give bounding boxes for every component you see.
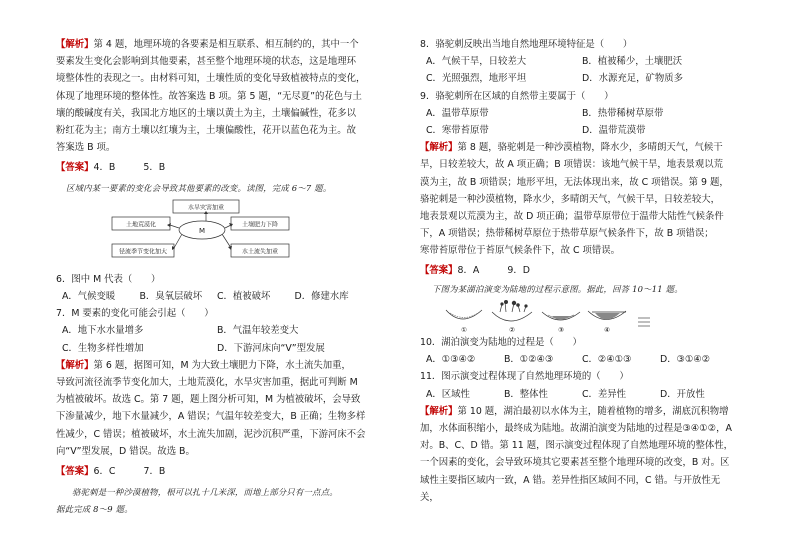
panel-label-3: ③ — [558, 326, 564, 335]
option-b[interactable]: B．整体性 — [504, 388, 548, 400]
diagram-label-right-top: 土壤肥力下降 — [241, 221, 279, 229]
option-c[interactable]: C．②④①③ — [582, 354, 632, 366]
answer-q4-5: 【答案】4．B 5．B — [56, 162, 166, 174]
option-c[interactable]: C．生物多样性增加 — [62, 342, 144, 354]
intro-q10-11: 下图为某湖泊演变为陆地的过程示意图。据此，回答 10～11 题。 — [432, 283, 683, 294]
question-10 — [420, 334, 738, 368]
analysis-line: 寒带苔原带位于苔原气候条件下，故 C 项错误。 — [420, 245, 621, 257]
question-stem: 9．骆驼刺所在区域的自然带主要属于（ ） — [420, 90, 614, 102]
question-options — [420, 386, 738, 403]
question-stem: 8．骆驼刺反映出当地自然地理环境特征是（ ） — [420, 39, 633, 50]
analysis-q8-9 — [420, 139, 738, 259]
panel-label-4: ④ — [604, 326, 610, 335]
option-d[interactable]: D．温带荒漠带 — [582, 125, 646, 137]
analysis-line: 骆驼刺是一种沙漠植物，降水少，多晴朗天气，气候干旱，日较差较大， — [420, 193, 721, 205]
option-d[interactable]: D．③①④② — [660, 354, 711, 366]
answer-q8-9: 【答案】8．A 9．D — [420, 264, 530, 276]
intro-q6-7: 区域内某一要素的变化会导致其他要素的改变。读图，完成 6～7 题。 — [66, 182, 332, 193]
option-b[interactable]: B．①②④③ — [504, 354, 554, 366]
question-9 — [420, 88, 738, 140]
question-options — [420, 122, 738, 139]
lake-basin-1 — [446, 310, 482, 319]
analysis-line: 性减少，C 错误；植被破坏，水土流失加剧，泥沙沉积严重，下游河床不会 — [56, 428, 366, 440]
analysis-line: 境整体性的表现之一。由材料可知，土壤性质的变化导致植被特点的变化， — [56, 73, 366, 85]
answer-tag: 【答案】 — [420, 264, 458, 276]
option-d[interactable]: D．水源充足，矿物质多 — [582, 73, 683, 85]
question-options — [420, 105, 738, 122]
answer-tag: 【答案】 — [56, 466, 94, 478]
diagram-label-right-bottom: 水土流失加重 — [241, 248, 279, 256]
analysis-line: 为植被破坏。故选 C。第 7 题，题上图分析可知，M 为植被破坏，会导致 — [56, 394, 361, 406]
analysis-line: 壤的酸碱度有关，我国北方地区的土壤以黄土为主，土壤偏碱性，花多以 — [56, 107, 357, 119]
analysis-q6-7 — [56, 357, 372, 460]
panel-label-1: ① — [461, 326, 467, 335]
question-stem: 6．图中 M 代表（ ） — [56, 273, 161, 285]
answer-tag: 【答案】 — [56, 162, 94, 174]
option-a[interactable]: A．区域性 — [426, 388, 470, 400]
question-options — [420, 70, 738, 87]
question-stem: 11．图示演变过程体现了自然地理环境的（ ） — [420, 371, 629, 383]
option-d[interactable]: D．修建水库 — [294, 291, 349, 303]
analysis-q4-5 — [56, 36, 372, 156]
analysis-line: 答案选 B 项。 — [56, 142, 116, 154]
diagram-label-left-top: 土地荒漠化 — [125, 221, 157, 229]
option-b[interactable]: B．气温年较差变大 — [217, 325, 299, 337]
option-d[interactable]: D．开放性 — [660, 388, 705, 400]
option-a[interactable]: A．温带草原带 — [426, 107, 489, 119]
analysis-line: 【解析】第 6 题，据图可知，M 为大致土壤肥力下降，水土流失加重， — [56, 359, 351, 371]
analysis-line: 对。B、C、D 错。第 11 题，图示演变过程体现了自然地理环境的整体性， — [420, 440, 733, 452]
lake-basin-2 — [492, 312, 532, 321]
analysis-line: 域性主要指区域内一致，A 错。差异性指区域间不同，C 错。与开放性无关， — [420, 474, 721, 503]
option-b[interactable]: B．臭氧层破坏 — [139, 291, 203, 303]
option-a[interactable]: A．气候变暖 — [62, 291, 116, 303]
option-a[interactable]: A．①③④② — [426, 354, 476, 366]
question-options — [56, 340, 372, 357]
option-a[interactable]: A．地下水水量增多 — [62, 325, 144, 337]
element-diagram — [56, 197, 372, 271]
question-stem: 7．M 要素的变化可能会引起（ ） — [56, 308, 214, 320]
diagram-label-center: M — [198, 226, 206, 235]
option-c[interactable]: C．差异性 — [582, 388, 627, 400]
right-column — [420, 36, 738, 506]
question-options — [420, 351, 738, 368]
panel-label-2: ② — [509, 326, 515, 335]
analysis-line: 要素发生变化会影响到其他要素，甚至整个地理环境的状态，这是地理环 — [56, 56, 357, 68]
question-options — [56, 322, 372, 339]
analysis-line: 加，水体面积缩小，最终成为陆地。故湖泊演变为陆地的过程是③④①②，A — [420, 423, 732, 435]
option-a[interactable]: A．气候干旱，日较差大 — [426, 56, 527, 68]
option-c[interactable]: C．植被破坏 — [217, 291, 271, 303]
analysis-line: 粉红花为主；南方土壤以红壤为主，土壤偏酸性，花开以蓝色花为主。故 — [56, 125, 357, 137]
option-d[interactable]: D．下游河床向“V”型发展 — [217, 342, 325, 354]
analysis-line: 导致河流径流季节变化加大，土地荒漠化，水旱灾害加重，据此可判断 M — [56, 377, 358, 389]
analysis-line: 下，A 项错误；热带稀树草原位于热带草原气候条件下，故 B 项错误； — [420, 228, 714, 240]
analysis-line: 体现了地理环境的整体性。故答案选 B 项。第 5 题，“无尽夏”的花色与土 — [56, 90, 362, 102]
analysis-tag: 【解析】 — [56, 39, 94, 50]
answer-q6-7: 【答案】6．C 7．B — [56, 466, 166, 478]
question-8 — [420, 36, 738, 88]
diagram-label-left-bottom: 径流季节变化加大 — [118, 248, 168, 256]
question-7 — [56, 305, 372, 357]
analysis-line: 【解析】第 8 题，骆驼刺是一种沙漠植物，降水少，多晴朗天气，气候干 — [420, 142, 723, 154]
analysis-line: 地表景观以荒漠为主，故 D 项正确；温带草原带位于温带大陆性气候条件 — [420, 211, 724, 223]
option-c[interactable]: C．寒带苔原带 — [426, 125, 489, 137]
diagram-label-top: 水旱灾害加重 — [187, 204, 225, 212]
analysis-q10-11 — [420, 403, 738, 506]
left-column — [56, 36, 372, 519]
analysis-line: 旱，日较差较大，故 A 项正确；B 项错误：该地气候干旱，地表景观以荒 — [420, 159, 724, 171]
question-options — [420, 53, 738, 70]
option-b[interactable]: B．热带稀树草原带 — [582, 107, 664, 119]
analysis-line: 【解析】第 10 题，湖泊最初以水体为主，随着植物的增多，湖底沉积物增 — [420, 405, 729, 417]
option-b[interactable]: B．植被稀少，土壤肥沃 — [582, 56, 683, 68]
analysis-line: 【解析】第 4 题，地理环境的各要素是相互联系、相互制约的，其中一个 — [56, 39, 359, 50]
analysis-line: 漠为主，故 B 项错误；地形平坦，无法体现出来，故 C 项错误。第 9 题， — [420, 176, 729, 188]
question-11 — [420, 368, 738, 402]
analysis-tag: 【解析】 — [56, 359, 94, 371]
question-6 — [56, 271, 372, 305]
analysis-line: 下渗量减少，地下水量减少，A 错误；气温年较差变大，B 正确；生物多样 — [56, 411, 366, 423]
analysis-line: 向“V”型发展，D 错误。故选 B。 — [56, 445, 195, 457]
analysis-tag: 【解析】 — [420, 405, 458, 417]
question-options — [56, 288, 372, 305]
option-c[interactable]: C．光照强烈，地形平坦 — [426, 73, 527, 85]
question-stem: 10．湖泊演变为陆地的过程是（ ） — [420, 337, 582, 349]
analysis-line: 一个因素的变化，会导致环境其它要素甚至整个地理环境的改变，B 对。区 — [420, 457, 730, 469]
intro-q8-9: 骆驼刺是一种沙漠植物，根可以扎十几米深，而地上部分只有一点点。 据此完成 8～9 题。 — [56, 487, 338, 515]
analysis-tag: 【解析】 — [420, 142, 458, 154]
lake-evolution-diagram — [420, 298, 738, 334]
